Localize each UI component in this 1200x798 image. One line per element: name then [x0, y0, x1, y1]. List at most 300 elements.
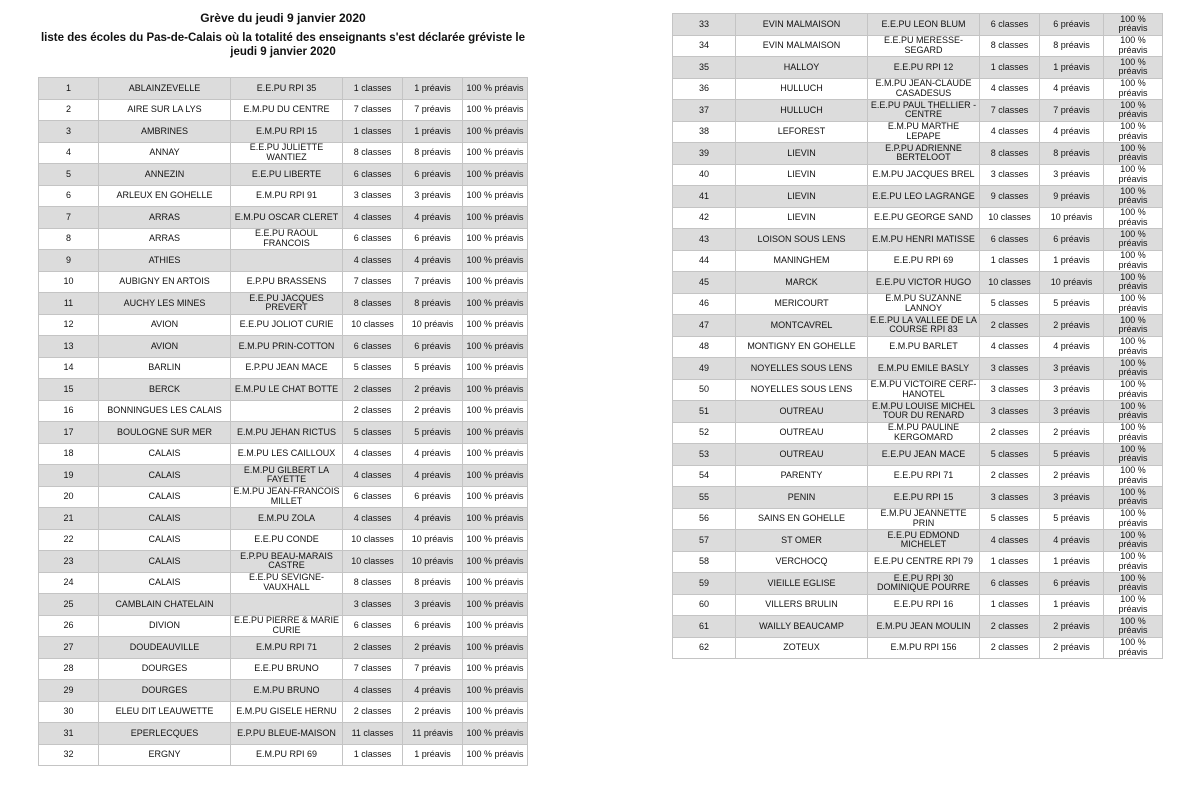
preavis-cell: 3 préavis — [1040, 487, 1104, 509]
percent-cell: 100 % préavis — [463, 228, 528, 250]
row-number: 35 — [673, 57, 736, 79]
commune-cell: VILLERS BRULIN — [736, 594, 868, 616]
document-subtitle: liste des écoles du Pas-de-Calais où la totalité des enseignants s'est déclarée gréviste le jeudi 9 janvier 2020 — [40, 32, 526, 58]
table-row — [673, 143, 1163, 165]
commune-cell: ST OMER — [736, 530, 868, 552]
classes-cell: 3 classes — [343, 594, 403, 616]
school-cell: E.E.PU RPI 16 — [868, 594, 980, 616]
row-number: 8 — [39, 228, 99, 250]
classes-cell: 2 classes — [980, 637, 1040, 659]
classes-cell: 1 classes — [980, 250, 1040, 272]
row-number: 10 — [39, 271, 99, 293]
school-cell: E.M.PU LOUISE MICHEL TOUR DU RENARD — [868, 401, 980, 423]
table-row — [39, 529, 528, 551]
percent-cell: 100 % préavis — [463, 658, 528, 680]
commune-cell: EVIN MALMAISON — [736, 14, 868, 36]
commune-cell: CALAIS — [99, 551, 231, 573]
row-number: 13 — [39, 336, 99, 358]
classes-cell: 9 classes — [980, 186, 1040, 208]
preavis-cell: 6 préavis — [403, 486, 463, 508]
schools-table-right-body — [673, 14, 1163, 659]
row-number: 42 — [673, 207, 736, 229]
row-number: 9 — [39, 250, 99, 272]
commune-cell: SAINS EN GOHELLE — [736, 508, 868, 530]
table-row — [673, 78, 1163, 100]
school-cell: E.E.PU CONDE — [231, 529, 343, 551]
table-row — [39, 443, 528, 465]
row-number: 1 — [39, 78, 99, 100]
row-number: 21 — [39, 508, 99, 530]
school-cell: E.E.PU RPI 30 DOMINIQUE POURRE — [868, 573, 980, 595]
row-number: 26 — [39, 615, 99, 637]
table-row — [673, 272, 1163, 294]
school-cell: E.E.PU GEORGE SAND — [868, 207, 980, 229]
percent-cell: 100 % préavis — [1104, 573, 1163, 595]
percent-cell: 100 % préavis — [463, 465, 528, 487]
preavis-cell: 2 préavis — [1040, 616, 1104, 638]
table-row — [39, 78, 528, 100]
preavis-cell: 11 préavis — [403, 723, 463, 745]
table-row — [673, 336, 1163, 358]
classes-cell: 1 classes — [980, 551, 1040, 573]
row-number: 20 — [39, 486, 99, 508]
commune-cell: AUCHY LES MINES — [99, 293, 231, 315]
row-number: 47 — [673, 315, 736, 337]
preavis-cell: 4 préavis — [1040, 121, 1104, 143]
preavis-cell: 4 préavis — [1040, 336, 1104, 358]
school-cell: E.E.PU RAOUL FRANCOIS — [231, 228, 343, 250]
commune-cell: PARENTY — [736, 465, 868, 487]
table-row — [673, 508, 1163, 530]
table-row — [673, 57, 1163, 79]
commune-cell: ERGNY — [99, 744, 231, 766]
school-cell: E.M.PU RPI 91 — [231, 185, 343, 207]
classes-cell: 3 classes — [980, 401, 1040, 423]
school-cell: E.M.PU PRIN-COTTON — [231, 336, 343, 358]
percent-cell: 100 % préavis — [463, 379, 528, 401]
table-row — [673, 358, 1163, 380]
commune-cell: WAILLY BEAUCAMP — [736, 616, 868, 638]
preavis-cell: 10 préavis — [403, 314, 463, 336]
commune-cell: HULLUCH — [736, 100, 868, 122]
row-number: 16 — [39, 400, 99, 422]
row-number: 43 — [673, 229, 736, 251]
school-cell: E.M.PU OSCAR CLERET — [231, 207, 343, 229]
percent-cell: 100 % préavis — [1104, 508, 1163, 530]
preavis-cell: 6 préavis — [403, 164, 463, 186]
table-row — [39, 551, 528, 573]
commune-cell: MARCK — [736, 272, 868, 294]
percent-cell: 100 % préavis — [463, 508, 528, 530]
preavis-cell: 7 préavis — [1040, 100, 1104, 122]
percent-cell: 100 % préavis — [1104, 293, 1163, 315]
row-number: 25 — [39, 594, 99, 616]
classes-cell: 6 classes — [343, 615, 403, 637]
commune-cell: MONTCAVREL — [736, 315, 868, 337]
classes-cell: 8 classes — [343, 293, 403, 315]
school-cell: E.M.PU BARLET — [868, 336, 980, 358]
percent-cell: 100 % préavis — [463, 422, 528, 444]
classes-cell: 4 classes — [343, 250, 403, 272]
school-cell: E.M.PU GISELE HERNU — [231, 701, 343, 723]
commune-cell: LIEVIN — [736, 207, 868, 229]
row-number: 24 — [39, 572, 99, 594]
row-number: 37 — [673, 100, 736, 122]
classes-cell: 2 classes — [343, 637, 403, 659]
row-number: 31 — [39, 723, 99, 745]
percent-cell: 100 % préavis — [1104, 530, 1163, 552]
preavis-cell: 3 préavis — [1040, 358, 1104, 380]
table-row — [39, 314, 528, 336]
school-cell: E.E.PU CENTRE RPI 79 — [868, 551, 980, 573]
classes-cell: 10 classes — [343, 529, 403, 551]
table-row — [673, 293, 1163, 315]
row-number: 40 — [673, 164, 736, 186]
table-row — [39, 422, 528, 444]
table-row — [39, 744, 528, 766]
preavis-cell: 10 préavis — [403, 551, 463, 573]
classes-cell: 2 classes — [980, 315, 1040, 337]
commune-cell: LIEVIN — [736, 186, 868, 208]
preavis-cell: 7 préavis — [403, 658, 463, 680]
commune-cell: AVION — [99, 336, 231, 358]
classes-cell: 8 classes — [980, 35, 1040, 57]
classes-cell: 1 classes — [980, 594, 1040, 616]
commune-cell: ANNEZIN — [99, 164, 231, 186]
row-number: 28 — [39, 658, 99, 680]
preavis-cell: 5 préavis — [1040, 444, 1104, 466]
row-number: 48 — [673, 336, 736, 358]
table-row — [39, 228, 528, 250]
classes-cell: 4 classes — [980, 121, 1040, 143]
commune-cell: DIVION — [99, 615, 231, 637]
row-number: 36 — [673, 78, 736, 100]
school-cell: E.P.PU BRASSENS — [231, 271, 343, 293]
commune-cell: LIEVIN — [736, 143, 868, 165]
preavis-cell: 2 préavis — [1040, 315, 1104, 337]
classes-cell: 4 classes — [343, 207, 403, 229]
table-row — [673, 551, 1163, 573]
table-row — [673, 35, 1163, 57]
row-number: 30 — [39, 701, 99, 723]
table-row — [673, 379, 1163, 401]
row-number: 62 — [673, 637, 736, 659]
school-cell: E.M.PU JACQUES BREL — [868, 164, 980, 186]
commune-cell: MONTIGNY EN GOHELLE — [736, 336, 868, 358]
percent-cell: 100 % préavis — [463, 680, 528, 702]
commune-cell: ATHIES — [99, 250, 231, 272]
commune-cell: CALAIS — [99, 465, 231, 487]
preavis-cell: 10 préavis — [1040, 272, 1104, 294]
classes-cell: 1 classes — [343, 744, 403, 766]
percent-cell: 100 % préavis — [1104, 35, 1163, 57]
percent-cell: 100 % préavis — [1104, 637, 1163, 659]
row-number: 4 — [39, 142, 99, 164]
commune-cell: BOULOGNE SUR MER — [99, 422, 231, 444]
school-cell: E.E.PU RPI 12 — [868, 57, 980, 79]
school-cell: E.E.PU PIERRE & MARIE CURIE — [231, 615, 343, 637]
preavis-cell: 2 préavis — [403, 379, 463, 401]
percent-cell: 100 % préavis — [463, 121, 528, 143]
table-row — [39, 400, 528, 422]
row-number: 23 — [39, 551, 99, 573]
preavis-cell: 9 préavis — [1040, 186, 1104, 208]
school-cell: E.M.PU ZOLA — [231, 508, 343, 530]
school-cell: E.M.PU RPI 156 — [868, 637, 980, 659]
row-number: 49 — [673, 358, 736, 380]
classes-cell: 5 classes — [343, 422, 403, 444]
school-cell: E.E.PU JEAN MACE — [868, 444, 980, 466]
school-cell: E.E.PU LEO LAGRANGE — [868, 186, 980, 208]
commune-cell: ARRAS — [99, 207, 231, 229]
commune-cell: AUBIGNY EN ARTOIS — [99, 271, 231, 293]
preavis-cell: 7 préavis — [403, 271, 463, 293]
percent-cell: 100 % préavis — [1104, 100, 1163, 122]
table-row — [673, 422, 1163, 444]
row-number: 38 — [673, 121, 736, 143]
commune-cell: ARLEUX EN GOHELLE — [99, 185, 231, 207]
commune-cell: ZOTEUX — [736, 637, 868, 659]
preavis-cell: 7 préavis — [403, 99, 463, 121]
table-row — [39, 185, 528, 207]
table-row — [673, 444, 1163, 466]
commune-cell: VIEILLE EGLISE — [736, 573, 868, 595]
school-cell: E.E.PU SEVIGNE-VAUXHALL — [231, 572, 343, 594]
percent-cell: 100 % préavis — [463, 594, 528, 616]
preavis-cell: 1 préavis — [1040, 57, 1104, 79]
table-row — [39, 142, 528, 164]
percent-cell: 100 % préavis — [1104, 78, 1163, 100]
row-number: 56 — [673, 508, 736, 530]
commune-cell: HALLOY — [736, 57, 868, 79]
percent-cell: 100 % préavis — [1104, 164, 1163, 186]
classes-cell: 6 classes — [980, 14, 1040, 36]
commune-cell: AIRE SUR LA LYS — [99, 99, 231, 121]
row-number: 27 — [39, 637, 99, 659]
row-number: 19 — [39, 465, 99, 487]
row-number: 34 — [673, 35, 736, 57]
classes-cell: 8 classes — [980, 143, 1040, 165]
commune-cell: CALAIS — [99, 443, 231, 465]
classes-cell: 10 classes — [343, 314, 403, 336]
table-row — [39, 293, 528, 315]
school-cell: E.P.PU ADRIENNE BERTELOOT — [868, 143, 980, 165]
commune-cell: ABLAINZEVELLE — [99, 78, 231, 100]
school-cell: E.E.PU EDMOND MICHELET — [868, 530, 980, 552]
preavis-cell: 6 préavis — [403, 228, 463, 250]
school-cell: E.P.PU BLEUE-MAISON — [231, 723, 343, 745]
percent-cell: 100 % préavis — [463, 637, 528, 659]
classes-cell: 6 classes — [343, 228, 403, 250]
commune-cell: OUTREAU — [736, 422, 868, 444]
table-row — [673, 121, 1163, 143]
classes-cell: 4 classes — [343, 465, 403, 487]
classes-cell: 7 classes — [343, 271, 403, 293]
school-cell: E.P.PU BEAU-MARAIS CASTRE — [231, 551, 343, 573]
schools-table-left-body — [39, 78, 528, 766]
row-number: 15 — [39, 379, 99, 401]
preavis-cell: 6 préavis — [1040, 573, 1104, 595]
commune-cell: BONNINGUES LES CALAIS — [99, 400, 231, 422]
commune-cell: DOURGES — [99, 658, 231, 680]
commune-cell: CALAIS — [99, 508, 231, 530]
row-number: 2 — [39, 99, 99, 121]
commune-cell: NOYELLES SOUS LENS — [736, 379, 868, 401]
row-number: 59 — [673, 573, 736, 595]
table-row — [39, 99, 528, 121]
document-title: Grève du jeudi 9 janvier 2020 — [200, 11, 366, 25]
commune-cell: PENIN — [736, 487, 868, 509]
percent-cell: 100 % préavis — [463, 78, 528, 100]
row-number: 57 — [673, 530, 736, 552]
preavis-cell: 1 préavis — [1040, 250, 1104, 272]
percent-cell: 100 % préavis — [463, 142, 528, 164]
preavis-cell: 8 préavis — [1040, 35, 1104, 57]
school-cell — [231, 250, 343, 272]
table-row — [673, 401, 1163, 423]
table-row — [673, 530, 1163, 552]
percent-cell: 100 % préavis — [1104, 422, 1163, 444]
classes-cell: 6 classes — [980, 573, 1040, 595]
table-row — [673, 14, 1163, 36]
table-row — [39, 486, 528, 508]
commune-cell: ANNAY — [99, 142, 231, 164]
table-row — [39, 271, 528, 293]
table-row — [673, 186, 1163, 208]
percent-cell: 100 % préavis — [1104, 379, 1163, 401]
percent-cell: 100 % préavis — [463, 529, 528, 551]
commune-cell: EVIN MALMAISON — [736, 35, 868, 57]
school-cell: E.M.PU DU CENTRE — [231, 99, 343, 121]
school-cell: E.M.PU GILBERT LA FAYETTE — [231, 465, 343, 487]
classes-cell: 7 classes — [343, 658, 403, 680]
percent-cell: 100 % préavis — [1104, 272, 1163, 294]
table-row — [673, 637, 1163, 659]
percent-cell: 100 % préavis — [1104, 186, 1163, 208]
school-cell: E.E.PU PAUL THELLIER - CENTRE — [868, 100, 980, 122]
row-number: 3 — [39, 121, 99, 143]
schools-table-left — [38, 77, 528, 766]
percent-cell: 100 % préavis — [1104, 57, 1163, 79]
commune-cell: CALAIS — [99, 529, 231, 551]
school-cell: E.M.PU LE CHAT BOTTE — [231, 379, 343, 401]
row-number: 52 — [673, 422, 736, 444]
percent-cell: 100 % préavis — [463, 271, 528, 293]
preavis-cell: 5 préavis — [403, 422, 463, 444]
table-row — [673, 487, 1163, 509]
commune-cell: AVION — [99, 314, 231, 336]
preavis-cell: 8 préavis — [403, 572, 463, 594]
preavis-cell: 3 préavis — [1040, 379, 1104, 401]
row-number: 33 — [673, 14, 736, 36]
row-number: 46 — [673, 293, 736, 315]
classes-cell: 2 classes — [343, 400, 403, 422]
preavis-cell: 1 préavis — [403, 744, 463, 766]
school-cell: E.M.PU JEHAN RICTUS — [231, 422, 343, 444]
classes-cell: 7 classes — [980, 100, 1040, 122]
percent-cell: 100 % préavis — [463, 164, 528, 186]
school-cell: E.M.PU PAULINE KERGOMARD — [868, 422, 980, 444]
table-row — [39, 658, 528, 680]
school-cell: E.M.PU RPI 69 — [231, 744, 343, 766]
table-row — [39, 379, 528, 401]
classes-cell: 11 classes — [343, 723, 403, 745]
percent-cell: 100 % préavis — [463, 443, 528, 465]
classes-cell: 6 classes — [343, 336, 403, 358]
preavis-cell: 6 préavis — [1040, 229, 1104, 251]
percent-cell: 100 % préavis — [463, 572, 528, 594]
percent-cell: 100 % préavis — [1104, 551, 1163, 573]
classes-cell: 5 classes — [980, 444, 1040, 466]
commune-cell: CAMBLAIN CHATELAIN — [99, 594, 231, 616]
preavis-cell: 1 préavis — [1040, 594, 1104, 616]
classes-cell: 5 classes — [343, 357, 403, 379]
preavis-cell: 2 préavis — [403, 637, 463, 659]
school-cell: E.M.PU LES CAILLOUX — [231, 443, 343, 465]
percent-cell: 100 % préavis — [463, 207, 528, 229]
school-cell: E.E.PU JULIETTE WANTIEZ — [231, 142, 343, 164]
table-row — [673, 616, 1163, 638]
percent-cell: 100 % préavis — [463, 314, 528, 336]
classes-cell: 2 classes — [980, 465, 1040, 487]
school-cell: E.E.PU RPI 71 — [868, 465, 980, 487]
school-cell: E.P.PU JEAN MACE — [231, 357, 343, 379]
table-row — [673, 250, 1163, 272]
percent-cell: 100 % préavis — [463, 551, 528, 573]
preavis-cell: 5 préavis — [403, 357, 463, 379]
percent-cell: 100 % préavis — [1104, 14, 1163, 36]
row-number: 41 — [673, 186, 736, 208]
classes-cell: 5 classes — [980, 293, 1040, 315]
school-cell: E.E.PU LA VALLEE DE LA COURSE RPI 83 — [868, 315, 980, 337]
row-number: 29 — [39, 680, 99, 702]
percent-cell: 100 % préavis — [463, 615, 528, 637]
school-cell: E.M.PU JEANNETTE PRIN — [868, 508, 980, 530]
commune-cell: ARRAS — [99, 228, 231, 250]
table-row — [673, 594, 1163, 616]
school-cell: E.M.PU HENRI MATISSE — [868, 229, 980, 251]
row-number: 39 — [673, 143, 736, 165]
percent-cell: 100 % préavis — [1104, 121, 1163, 143]
commune-cell: EPERLECQUES — [99, 723, 231, 745]
classes-cell: 4 classes — [343, 443, 403, 465]
classes-cell: 4 classes — [980, 530, 1040, 552]
school-cell: E.M.PU RPI 71 — [231, 637, 343, 659]
row-number: 51 — [673, 401, 736, 423]
school-cell: E.E.PU LEON BLUM — [868, 14, 980, 36]
percent-cell: 100 % préavis — [463, 336, 528, 358]
table-row — [39, 336, 528, 358]
row-number: 18 — [39, 443, 99, 465]
preavis-cell: 4 préavis — [403, 465, 463, 487]
row-number: 58 — [673, 551, 736, 573]
percent-cell: 100 % préavis — [1104, 229, 1163, 251]
commune-cell: MANINGHEM — [736, 250, 868, 272]
preavis-cell: 1 préavis — [403, 121, 463, 143]
preavis-cell: 8 préavis — [1040, 143, 1104, 165]
preavis-cell: 4 préavis — [403, 250, 463, 272]
table-row — [39, 594, 528, 616]
table-row — [39, 121, 528, 143]
preavis-cell: 3 préavis — [1040, 401, 1104, 423]
percent-cell: 100 % préavis — [1104, 401, 1163, 423]
row-number: 45 — [673, 272, 736, 294]
percent-cell: 100 % préavis — [463, 185, 528, 207]
table-row — [673, 573, 1163, 595]
school-cell: E.E.PU VICTOR HUGO — [868, 272, 980, 294]
school-cell: E.M.PU SUZANNE LANNOY — [868, 293, 980, 315]
school-cell: E.M.PU JEAN-CLAUDE CASADESUS — [868, 78, 980, 100]
